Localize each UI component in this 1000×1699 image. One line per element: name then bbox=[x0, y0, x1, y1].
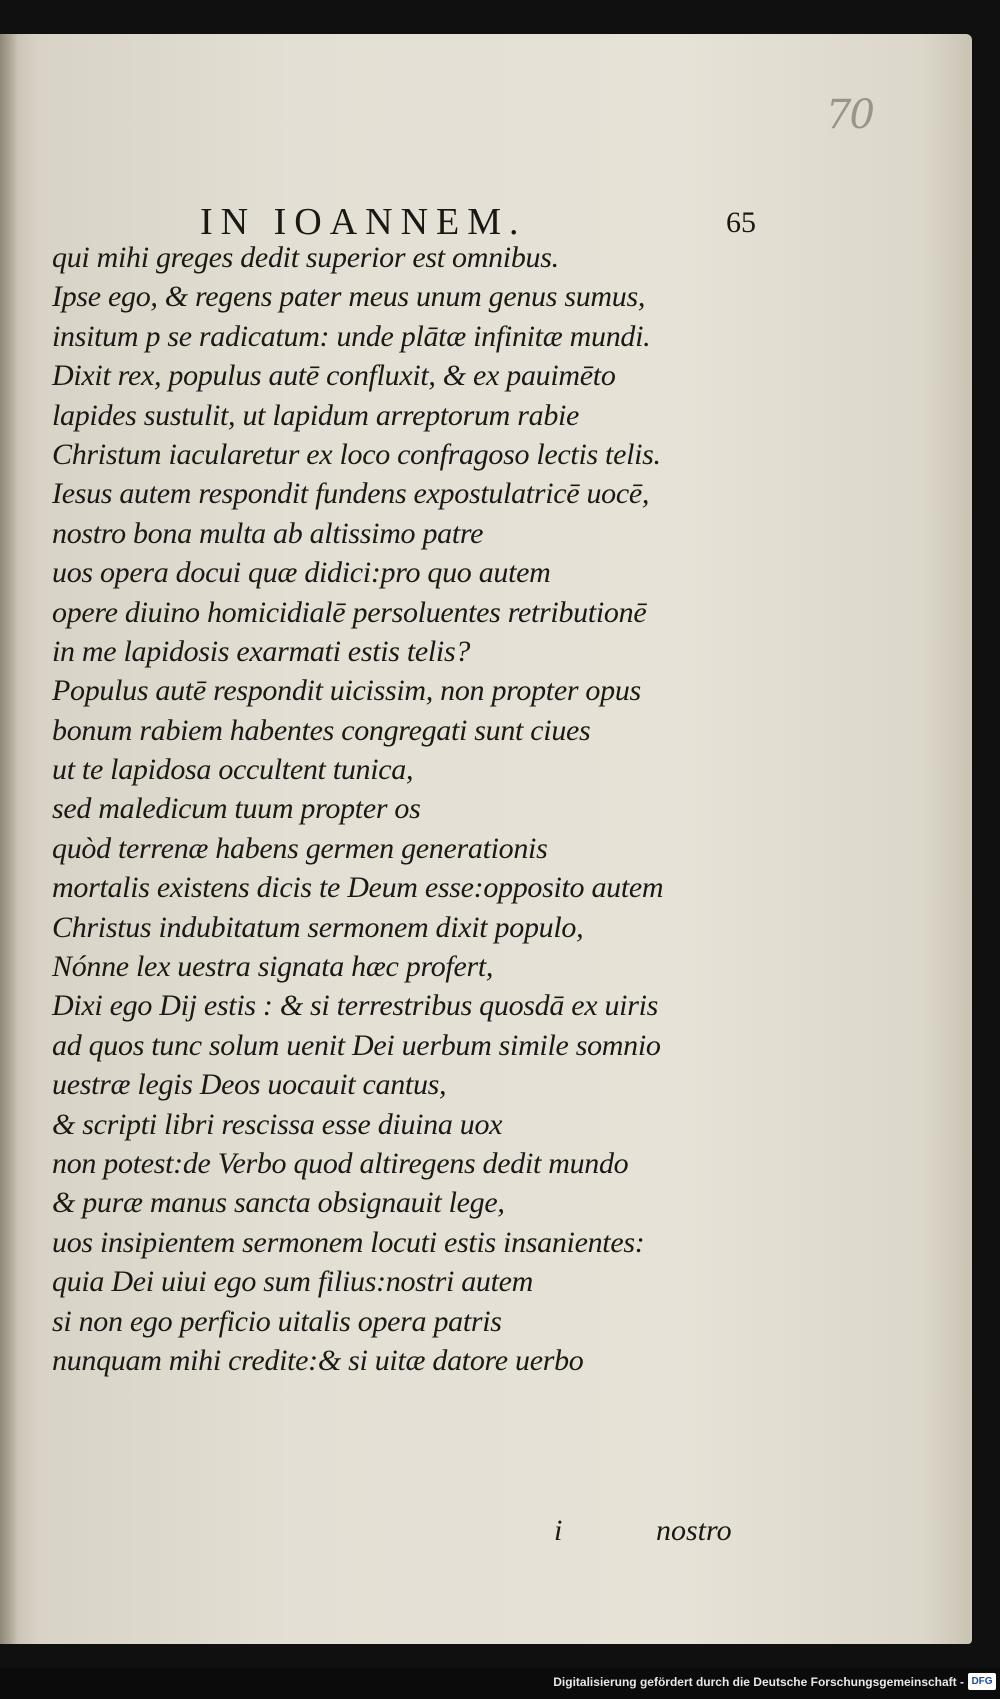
running-head: IN IOANNEM. bbox=[200, 201, 527, 243]
text-line: ut te lapidosa occultent tunica, bbox=[52, 753, 414, 787]
text-line: Iesus autem respondit fundens expostulatricē uocē, bbox=[52, 477, 650, 511]
text-line: lapides sustulit, ut lapidum arreptorum rabie bbox=[52, 398, 580, 432]
text-line: Dixi ego Dij estis : & si terrestribus quosdā ex uiris bbox=[52, 989, 658, 1023]
text-block bbox=[52, 238, 752, 1380]
catchword-row bbox=[0, 1514, 972, 1558]
book-page bbox=[0, 34, 972, 1644]
dfg-logo-icon: DFG bbox=[968, 1673, 996, 1690]
text-line: qui mihi greges dedit superior est omnibus. bbox=[52, 241, 559, 274]
text-line: sed maledicum tuum propter os bbox=[52, 792, 421, 826]
text-line: quia Dei uiui ego sum filius:nostri autem bbox=[52, 1265, 534, 1299]
handwritten-folio-number: 70 bbox=[826, 92, 873, 138]
funding-credit: Digitalisierung gefördert durch die Deutsche Forschungsgemeinschaft - bbox=[553, 1675, 964, 1689]
page-number: 65 bbox=[726, 206, 756, 239]
text-line: opere diuino homicidialē persoluentes retributionē bbox=[52, 595, 647, 629]
text-line: Dixit rex, populus autē confluxit, & ex pauimēto bbox=[52, 359, 616, 393]
text-line: in me lapidosis exarmati estis telis? bbox=[52, 634, 471, 668]
text-line: uos insipientem sermonem locuti estis insanientes: bbox=[52, 1225, 645, 1259]
signature-mark: i bbox=[554, 1514, 563, 1547]
text-line: nunquam mihi credite:& si uitæ datore uerbo bbox=[52, 1343, 584, 1377]
text-line: Christus indubitatum sermonem dixit populo, bbox=[52, 910, 584, 944]
text-line: quòd terrenæ habens germen generationis bbox=[52, 831, 548, 865]
text-line: & puræ manus sancta obsignauit lege, bbox=[52, 1186, 505, 1220]
text-line: nostro bona multa ab altissimo patre bbox=[52, 516, 484, 550]
text-line: insitum p se radicatum: unde plātæ infinitæ mundi. bbox=[52, 319, 651, 353]
digitization-footer bbox=[0, 1668, 1000, 1699]
text-line: uos opera docui quæ didici:pro quo autem bbox=[52, 556, 551, 590]
text-line: Christum iacularetur ex loco confragoso lectis telis. bbox=[52, 437, 661, 471]
text-line: si non ego perficio uitalis opera patris bbox=[52, 1304, 502, 1338]
text-line: Ipse ego, & regens pater meus unum genus sumus, bbox=[52, 280, 646, 314]
text-line: uestræ legis Deos uocauit cantus, bbox=[52, 1068, 447, 1102]
text-line: bonum rabiem habentes congregati sunt ciues bbox=[52, 713, 591, 747]
text-line: & scripti libri rescissa esse diuina uox bbox=[52, 1107, 503, 1141]
catchword: nostro bbox=[656, 1514, 732, 1547]
text-line: ad quos tunc solum uenit Dei uerbum simile somnio bbox=[52, 1028, 661, 1062]
text-line: mortalis existens dicis te Deum esse:opposito autem bbox=[52, 871, 664, 905]
text-line: Nónne lex uestra signata hæc profert, bbox=[52, 950, 494, 984]
text-line: Populus autē respondit uicissim, non propter opus bbox=[52, 674, 641, 708]
text-line: non potest:de Verbo quod altiregens dedit mundo bbox=[52, 1146, 629, 1180]
